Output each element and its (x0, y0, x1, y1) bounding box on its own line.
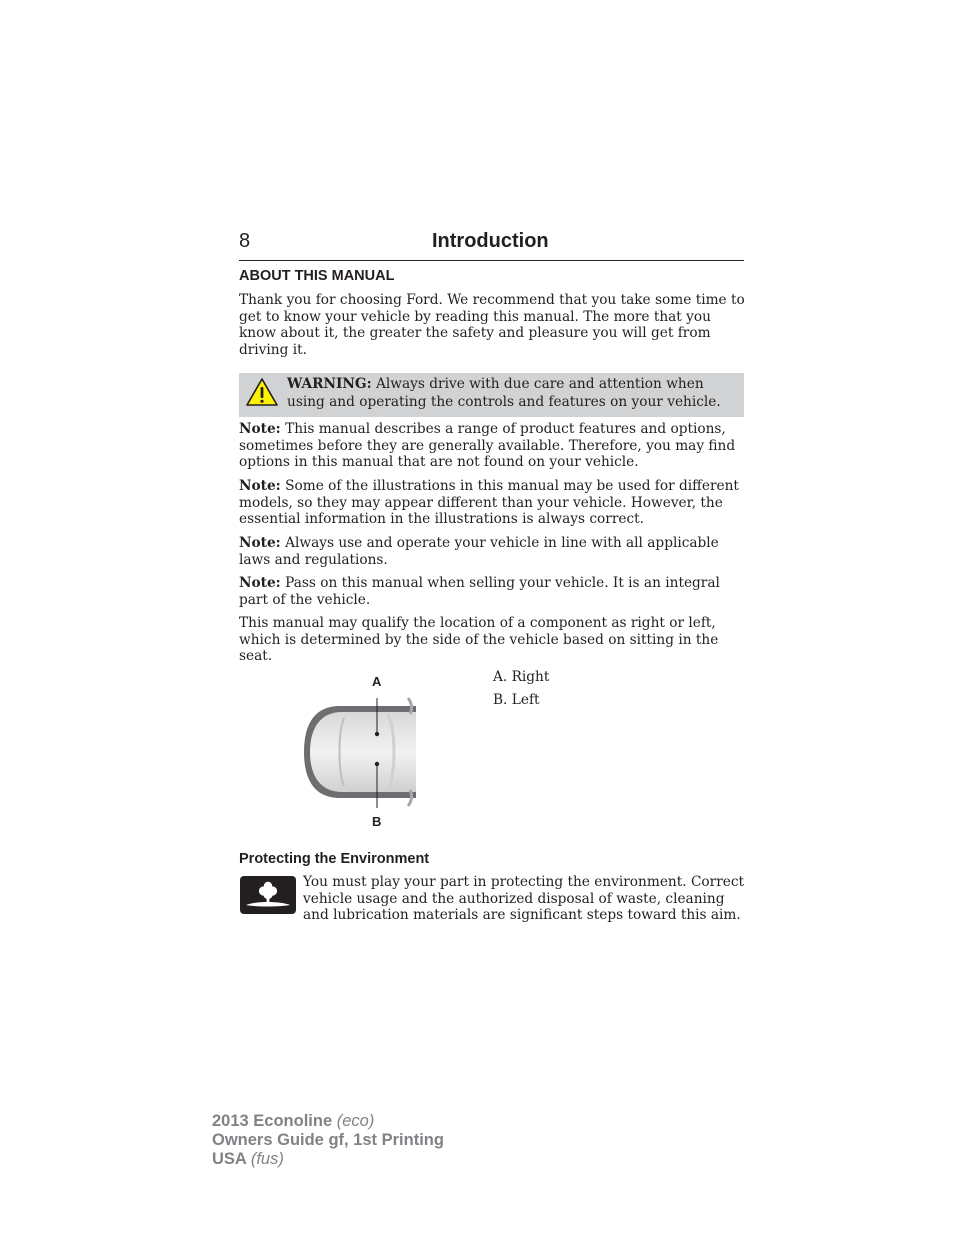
note-paragraph (239, 421, 749, 471)
footer-market-code: (fus) (250, 1150, 284, 1168)
warning-label: WARNING: (287, 376, 372, 392)
note-text: Some of the illustrations in this manual may be used for different models, so they may appear different than your vehicle. However, the essential information in the illustrations is always correct. (239, 478, 739, 527)
footer-line: Owners Guide gf, 1st Printing (212, 1131, 444, 1149)
note-label: Note: (239, 421, 281, 437)
figure-label-a: A (372, 674, 382, 689)
warning-box (239, 373, 744, 417)
footer-line (212, 1150, 444, 1169)
page-header (239, 228, 744, 261)
note-label: Note: (239, 535, 281, 551)
footer-model: 2013 Econoline (212, 1112, 333, 1130)
footer-line (212, 1112, 444, 1131)
warning-triangle-icon (245, 377, 279, 407)
warning-text (287, 376, 742, 411)
legend-item-right: A. Right (493, 669, 550, 685)
figure-label-b: B (372, 814, 382, 829)
note-paragraph (239, 478, 749, 528)
note-paragraph (239, 535, 749, 568)
location-paragraph: This manual may qualify the location of a component as right or left, which is determined by the side of the vehicle based on sitting in the seat. (239, 615, 719, 664)
page-number: 8 (239, 230, 251, 252)
vehicle-side-diagram (300, 672, 430, 837)
note-paragraph (239, 575, 749, 608)
note-text: This manual describes a range of product features and options, sometimes before they are generally available. Therefore, you may find options in this manual that are not found on your vehicle. (239, 421, 736, 470)
environment-tree-icon (240, 876, 296, 914)
section-heading-about: ABOUT THIS MANUAL (239, 268, 395, 284)
note-label: Note: (239, 478, 281, 494)
note-text: Always use and operate your vehicle in line with all applicable laws and regulations. (239, 535, 719, 568)
intro-paragraph: Thank you for choosing Ford. We recommend that you take some time to get to know your vehicle by reading this manual. The more that you know about it, the greater the safety and pleasure you will get from driving it. (239, 292, 745, 358)
footer-model-code: (eco) (336, 1112, 375, 1130)
legend-item-left: B. Left (493, 692, 540, 708)
section-heading-environment: Protecting the Environment (239, 851, 430, 867)
note-label: Note: (239, 575, 281, 591)
car-top-view-icon (300, 692, 420, 824)
page-footer (212, 1112, 444, 1169)
environment-paragraph: You must play your part in protecting the environment. Correct vehicle usage and the authorized disposal of waste, cleaning and lubrication materials are significant steps toward this aim. (303, 874, 745, 923)
footer-market: USA (212, 1150, 247, 1168)
page-title: Introduction (432, 230, 549, 252)
note-text: Pass on this manual when selling your vehicle. It is an integral part of the vehicle. (239, 575, 720, 608)
warning-body: Always drive with due care and attention when using and operating the controls and features on your vehicle. (287, 376, 721, 410)
